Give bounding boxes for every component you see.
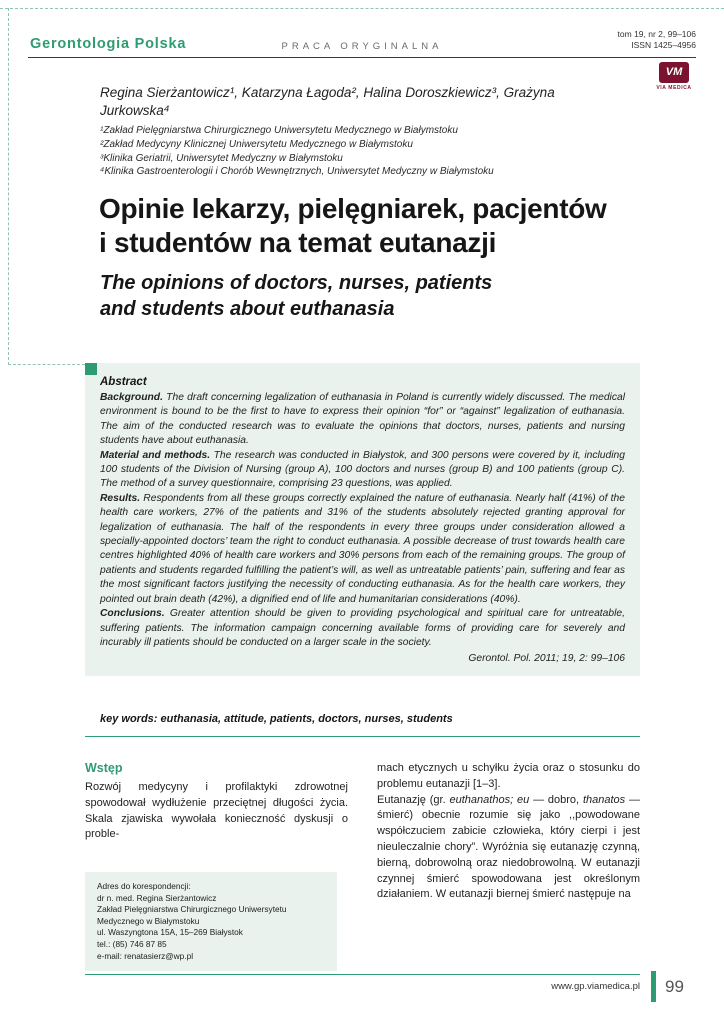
abstract-results-label: Results. [100,492,141,504]
affiliation-1: ¹Zakład Pielęgniarstwa Chirurgicznego Uniwersytetu Medycznego w Białymstoku [100,125,458,136]
abstract-background-label: Background. [100,392,163,403]
abstract-heading: Abstract [100,376,147,388]
issue-info [618,29,696,51]
abstract-methods-label: Material and methods. [100,449,211,461]
affiliation-3: ³Klinika Geriatrii, Uniwersytet Medyczny w Białymstoku [100,152,343,164]
publisher-logo [652,62,696,91]
correspondence-line-7: e-mail: renatasierz@wp.pl [97,950,194,961]
page-number: 99 [665,977,684,996]
publisher-logo-label: VIA MEDICA [656,85,692,91]
affiliation-4: ⁴Klinika Gastroenterologii i Chorób Wewnętrznych, Uniwersytet Medyczny w Białymstoku [100,166,494,178]
greek-term-thanatos: thanatos [582,793,626,806]
affiliations [100,124,494,179]
correspondence-line-2: dr n. med. Regina Sierżantowicz [97,892,217,903]
header-rule [28,57,696,58]
authors-line: Regina Sierżantowicz¹, Katarzyna Łagoda², Halina Doroszkiewicz³, Grażyna Jurkowska⁴ [100,85,555,118]
body-column-right [377,761,640,903]
abstract-results-text: Respondents from all these groups correctly explained the nature of euthanasia. Nearly half (41%) of the health care workers, 27% of the patients and 31% of the students absolutely rejected granting approval for legalization of euthanasia. The half of the respondents in every three groups under consideration allowed a specially-appointed doctors’ team the right to conduct euthanasia. A possible decrease of trust towards health care centres highlighted 40% of health care workers and 30% persons from each of the remaining groups. The group of patients and students regarded fulfilling the patient’s will, as well as untreatable patients’ pain, suffering and fear as the most significant factors justifying the necessity of conducting euthanasia. As for the health care workers, they pointed out brain death (42%), a dignified end of life and humanitarian considerations (40%). [100,492,625,605]
abstract-corner-square [85,363,97,375]
citation: Gerontol. Pol. 2011; 19, 2: 99–106 [468,653,625,665]
volume-info: tom 19, nr 2, 99–106 [617,29,696,39]
correspondence-line-6: tel.: (85) 746 87 85 [97,938,167,949]
correspondence-box [85,872,337,971]
issn: ISSN 1425–4956 [631,40,696,50]
crop-mark-branch [8,364,85,365]
article-title-en: The opinions of doctors, nurses, patients and students about euthanasia [100,272,493,320]
abstract-conclusions-label: Conclusions. [100,608,165,620]
article-title-pl: Opinie lekarzy, pielęgniarek, pacjentów i studentów na temat eutanazji [99,193,607,258]
body-paragraph-right-1: mach etycznych u schyłku życia oraz o stosunku do problemu eutanazji [1–3]. [377,762,640,790]
section-heading-wstep: Wstęp [85,761,123,775]
affiliation-2: ²Zakład Medycyny Klinicznej Uniwersytetu Medycznego w Białymstoku [100,138,413,150]
abstract-background-text: The draft concerning legalization of euthanasia in Poland is currently widely discussed. The medical environment is bound to be the first to have to express their opinion “for” or “against” legalization of euthanasia. The aim of the conducted research was to evaluate the opinions that doctors, nurses, patients and nursing students have about euthanasia. [100,392,625,447]
text-segment: — dobro, [529,793,583,806]
correspondence-line-1: Adres do korespondencji: [97,881,191,891]
body-paragraph-right-2 [377,793,640,904]
crop-mark-top [0,8,724,9]
text-segment: Eutanazję (gr. [377,793,450,806]
article-type-label: PRACA ORYGINALNA [281,41,443,52]
abstract-conclusions [100,607,625,650]
abstract-results [100,492,625,607]
abstract-background [100,391,625,449]
body-paragraph-left: Rozwój medycyny i profilaktyki zdrowotnej spowodował wydłużenie przeciętnej długości życia. Skala zjawiska wywołała konieczność dyskusji o proble- [85,781,348,841]
journal-url: www.gp.viamedica.pl [551,981,640,992]
abstract-box [85,363,640,676]
abstract-conclusions-text: Greater attention should be given to providing psychological and spiritual care for untreatable, suffering patients. The information campaign concerning available forms of providing care for severely and incurably ill patients should be conducted on a larger scale in the society. [100,608,625,648]
keywords-line: key words: euthanasia, attitude, patients, doctors, nurses, students [100,713,453,725]
greek-term-euthanathos: euthanathos; eu [449,793,530,806]
keywords-divider [85,736,640,737]
via-medica-icon: VM [659,62,689,83]
correspondence-line-4: Medycznego w Białymstoku [97,915,200,926]
crop-mark-left [8,8,9,365]
body-column-left [85,761,348,843]
correspondence-line-5: ul. Waszyngtona 15A, 15–269 Białystok [97,927,243,938]
correspondence-line-3: Zakład Pielęgniarstwa Chirurgicznego Uniwersytetu [97,904,287,915]
abstract-methods [100,449,625,492]
page-number-bar [651,971,656,1002]
journal-name: Gerontologia Polska [30,36,187,52]
footer-divider [85,974,640,975]
abstract-methods-text: The research was conducted in Białystok, and 300 persons were covered by it, including 100 students of the Division of Nursing (group A), 100 doctors and nurses (group B) and 100 patients (group C). The method of a survey questionnaire, comprising 23 questions, was applied. [100,449,625,490]
text-segment: — śmierć) obecnie rozumie się jako ,,powodowane współczuciem zabicie człowieka, który cierpi i jest nieuleczalnie chory”. Wyróżnia się eutanazję czynną, bierną, dobrowolną oraz niedobrowolną. W eutanazji czynnej śmierć spowodowana jest określonym działaniem. W eutanazji biernej śmierć następuje na [377,793,641,901]
